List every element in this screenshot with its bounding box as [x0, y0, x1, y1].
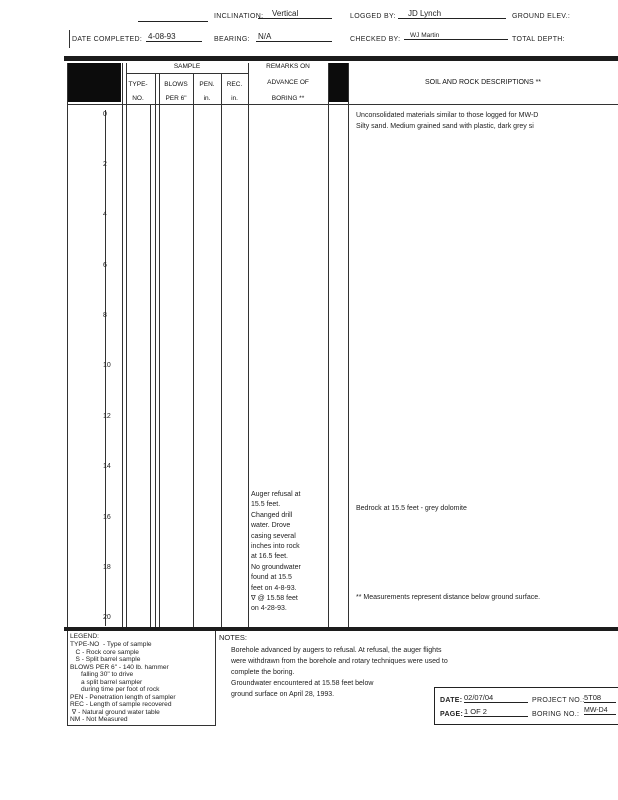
inclination-value: Vertical	[258, 9, 332, 19]
legend-notes-divider	[215, 631, 216, 725]
col-line-remarks-right	[328, 63, 329, 628]
remark-line-7: at 16.5 feet.	[251, 553, 288, 561]
rec-header-2: in.	[231, 95, 238, 102]
left-margin-line	[69, 30, 70, 48]
col-line-depth-left	[67, 63, 68, 628]
description-bedrock: Bedrock at 15.5 feet - grey dolomite	[356, 505, 467, 512]
remarks-header-3: BORING **	[271, 95, 305, 102]
description-line-2: Silty sand. Medium grained sand with plastic, dark grey si	[356, 123, 534, 130]
remark-line-12: on 4-28-93.	[251, 605, 287, 613]
remark-line-8: No groundwater	[251, 563, 301, 571]
soil-description-header: SOIL AND ROCK DESCRIPTIONS **	[424, 79, 542, 86]
bearing-value: N/A	[256, 32, 332, 42]
footer-boring-value: MW-D4	[584, 707, 616, 715]
top-blank-line	[138, 20, 208, 22]
footer-page-label: PAGE:	[440, 711, 464, 718]
notes-line-3: complete the boring.	[231, 669, 295, 676]
legend-line-3: S - Split barrel sample	[70, 656, 141, 663]
remark-line-2: 15.5 feet.	[251, 501, 281, 509]
col-line-remarks-left	[248, 63, 249, 628]
legend-line-9: REC - Length of sample recovered	[70, 701, 172, 708]
notes-line-5: ground surface on April 28, 1993.	[231, 691, 335, 698]
footer-project-label: PROJECT NO.:	[532, 697, 585, 704]
total-depth-label: TOTAL DEPTH:	[512, 36, 565, 43]
rec-header-1: REC.	[226, 81, 243, 88]
depth-tick-4: 4	[103, 211, 107, 218]
legend-line-10: ∇ - Natural ground water table	[70, 708, 160, 716]
notes-line-2: were withdrawn from the borehole and rotary techniques were used to	[231, 658, 448, 665]
col-line-pen	[193, 73, 194, 628]
depth-tick-14: 14	[103, 463, 111, 470]
legend-line-8: PEN - Penetration length of sampler	[70, 693, 176, 701]
col-line-rec	[221, 73, 222, 628]
legend-line-7: during time per foot of rock	[70, 686, 160, 693]
date-completed-label: DATE COMPLETED:	[72, 36, 143, 43]
blows-header-1: BLOWS	[164, 81, 188, 88]
footer-boring-label: BORING NO.:	[532, 711, 580, 718]
depth-tick-16: 16	[103, 514, 111, 521]
col-line-depth-right	[122, 63, 123, 628]
legend-title: LEGEND:	[70, 633, 99, 640]
checked-by-label: CHECKED BY:	[350, 36, 401, 43]
footer-date-value: 02/07/04	[464, 693, 528, 703]
depth-tick-0: 0	[103, 111, 107, 118]
bearing-label: BEARING:	[214, 36, 250, 43]
description-line-1: Unconsolidated materials similar to those logged for MW-D	[356, 112, 539, 119]
depth-tick-12: 12	[103, 413, 111, 420]
remark-line-11: ∇ @ 15.58 feet	[251, 595, 298, 602]
remark-line-5: casing several	[251, 532, 296, 540]
col-line-blows-a	[155, 73, 156, 628]
remark-line-1: Auger refusal at	[251, 491, 301, 498]
notes-line-4: Groundwater encountered at 15.58 feet below	[231, 680, 374, 687]
col-line-desc-left	[348, 63, 349, 628]
legend-line-4: BLOWS PER 6" - 140 lb. hammer	[70, 663, 169, 671]
remarks-header-1: REMARKS ON	[266, 63, 310, 70]
remark-line-6: inches into rock	[251, 543, 300, 550]
sample-header: SAMPLE	[173, 63, 201, 70]
legend-line-11: NM - Not Measured	[70, 716, 128, 723]
footer-date-label: DATE:	[440, 697, 463, 704]
depth-tick-10: 10	[103, 362, 111, 369]
type-no-header-2: NO.	[132, 95, 144, 102]
remarks-header-2: ADVANCE OF	[267, 79, 309, 86]
remark-line-4: water. Drove	[251, 522, 291, 530]
notes-title: NOTES:	[219, 633, 247, 642]
remark-line-9: found at 15.5	[251, 574, 292, 582]
description-footnote: ** Measurements represent distance below ground surface.	[356, 594, 541, 601]
depth-tick-20: 20	[103, 614, 111, 621]
col-line-type-a	[126, 63, 127, 628]
legend-line-6: a split barrel sampler	[70, 678, 143, 686]
depth-tick-18: 18	[103, 564, 111, 571]
checked-by-value: WJ Martin	[404, 32, 508, 40]
legend-line-5: falling 30" to drive	[70, 671, 134, 678]
type-no-header-1: TYPE-	[128, 81, 148, 88]
thick-bottom-rule	[64, 627, 618, 631]
pen-header-1: PEN.	[199, 81, 215, 88]
depth-tick-2: 2	[103, 161, 107, 168]
notes-line-1: Borehole advanced by augers to refusal. At refusal, the auger flights	[231, 647, 442, 654]
logged-by-value: JD Lynch	[398, 9, 506, 19]
inclination-label: INCLINATION:	[214, 13, 264, 20]
date-completed-value: 4-08-93	[146, 32, 202, 42]
legend-line-1: TYPE-NO - Type of sample	[70, 641, 152, 648]
remark-line-10: feet on 4-8-93.	[251, 584, 297, 592]
legend-bottom-rule	[67, 725, 216, 726]
remark-line-3: Changed drill	[251, 511, 293, 519]
header-black-block-left	[67, 63, 121, 102]
legend-left-line	[67, 631, 68, 725]
footer-project-value: 5T08	[584, 693, 616, 703]
depth-tick-6: 6	[103, 262, 107, 269]
ground-elev-label: GROUND ELEV.:	[512, 13, 571, 20]
pen-header-2: in.	[203, 95, 211, 102]
header-sample-rule	[126, 73, 248, 74]
thick-top-rule	[64, 56, 618, 61]
col-line-blows-b	[159, 73, 160, 628]
footer-page-value: 1 OF 2	[464, 707, 528, 717]
blows-header-2: PER 6"	[165, 95, 187, 102]
depth-tick-8: 8	[103, 312, 107, 319]
logged-by-label: LOGGED BY:	[350, 13, 396, 20]
col-line-type-b	[150, 104, 151, 628]
header-black-block-right	[328, 63, 348, 102]
legend-line-2: C - Rock core sample	[70, 648, 139, 656]
